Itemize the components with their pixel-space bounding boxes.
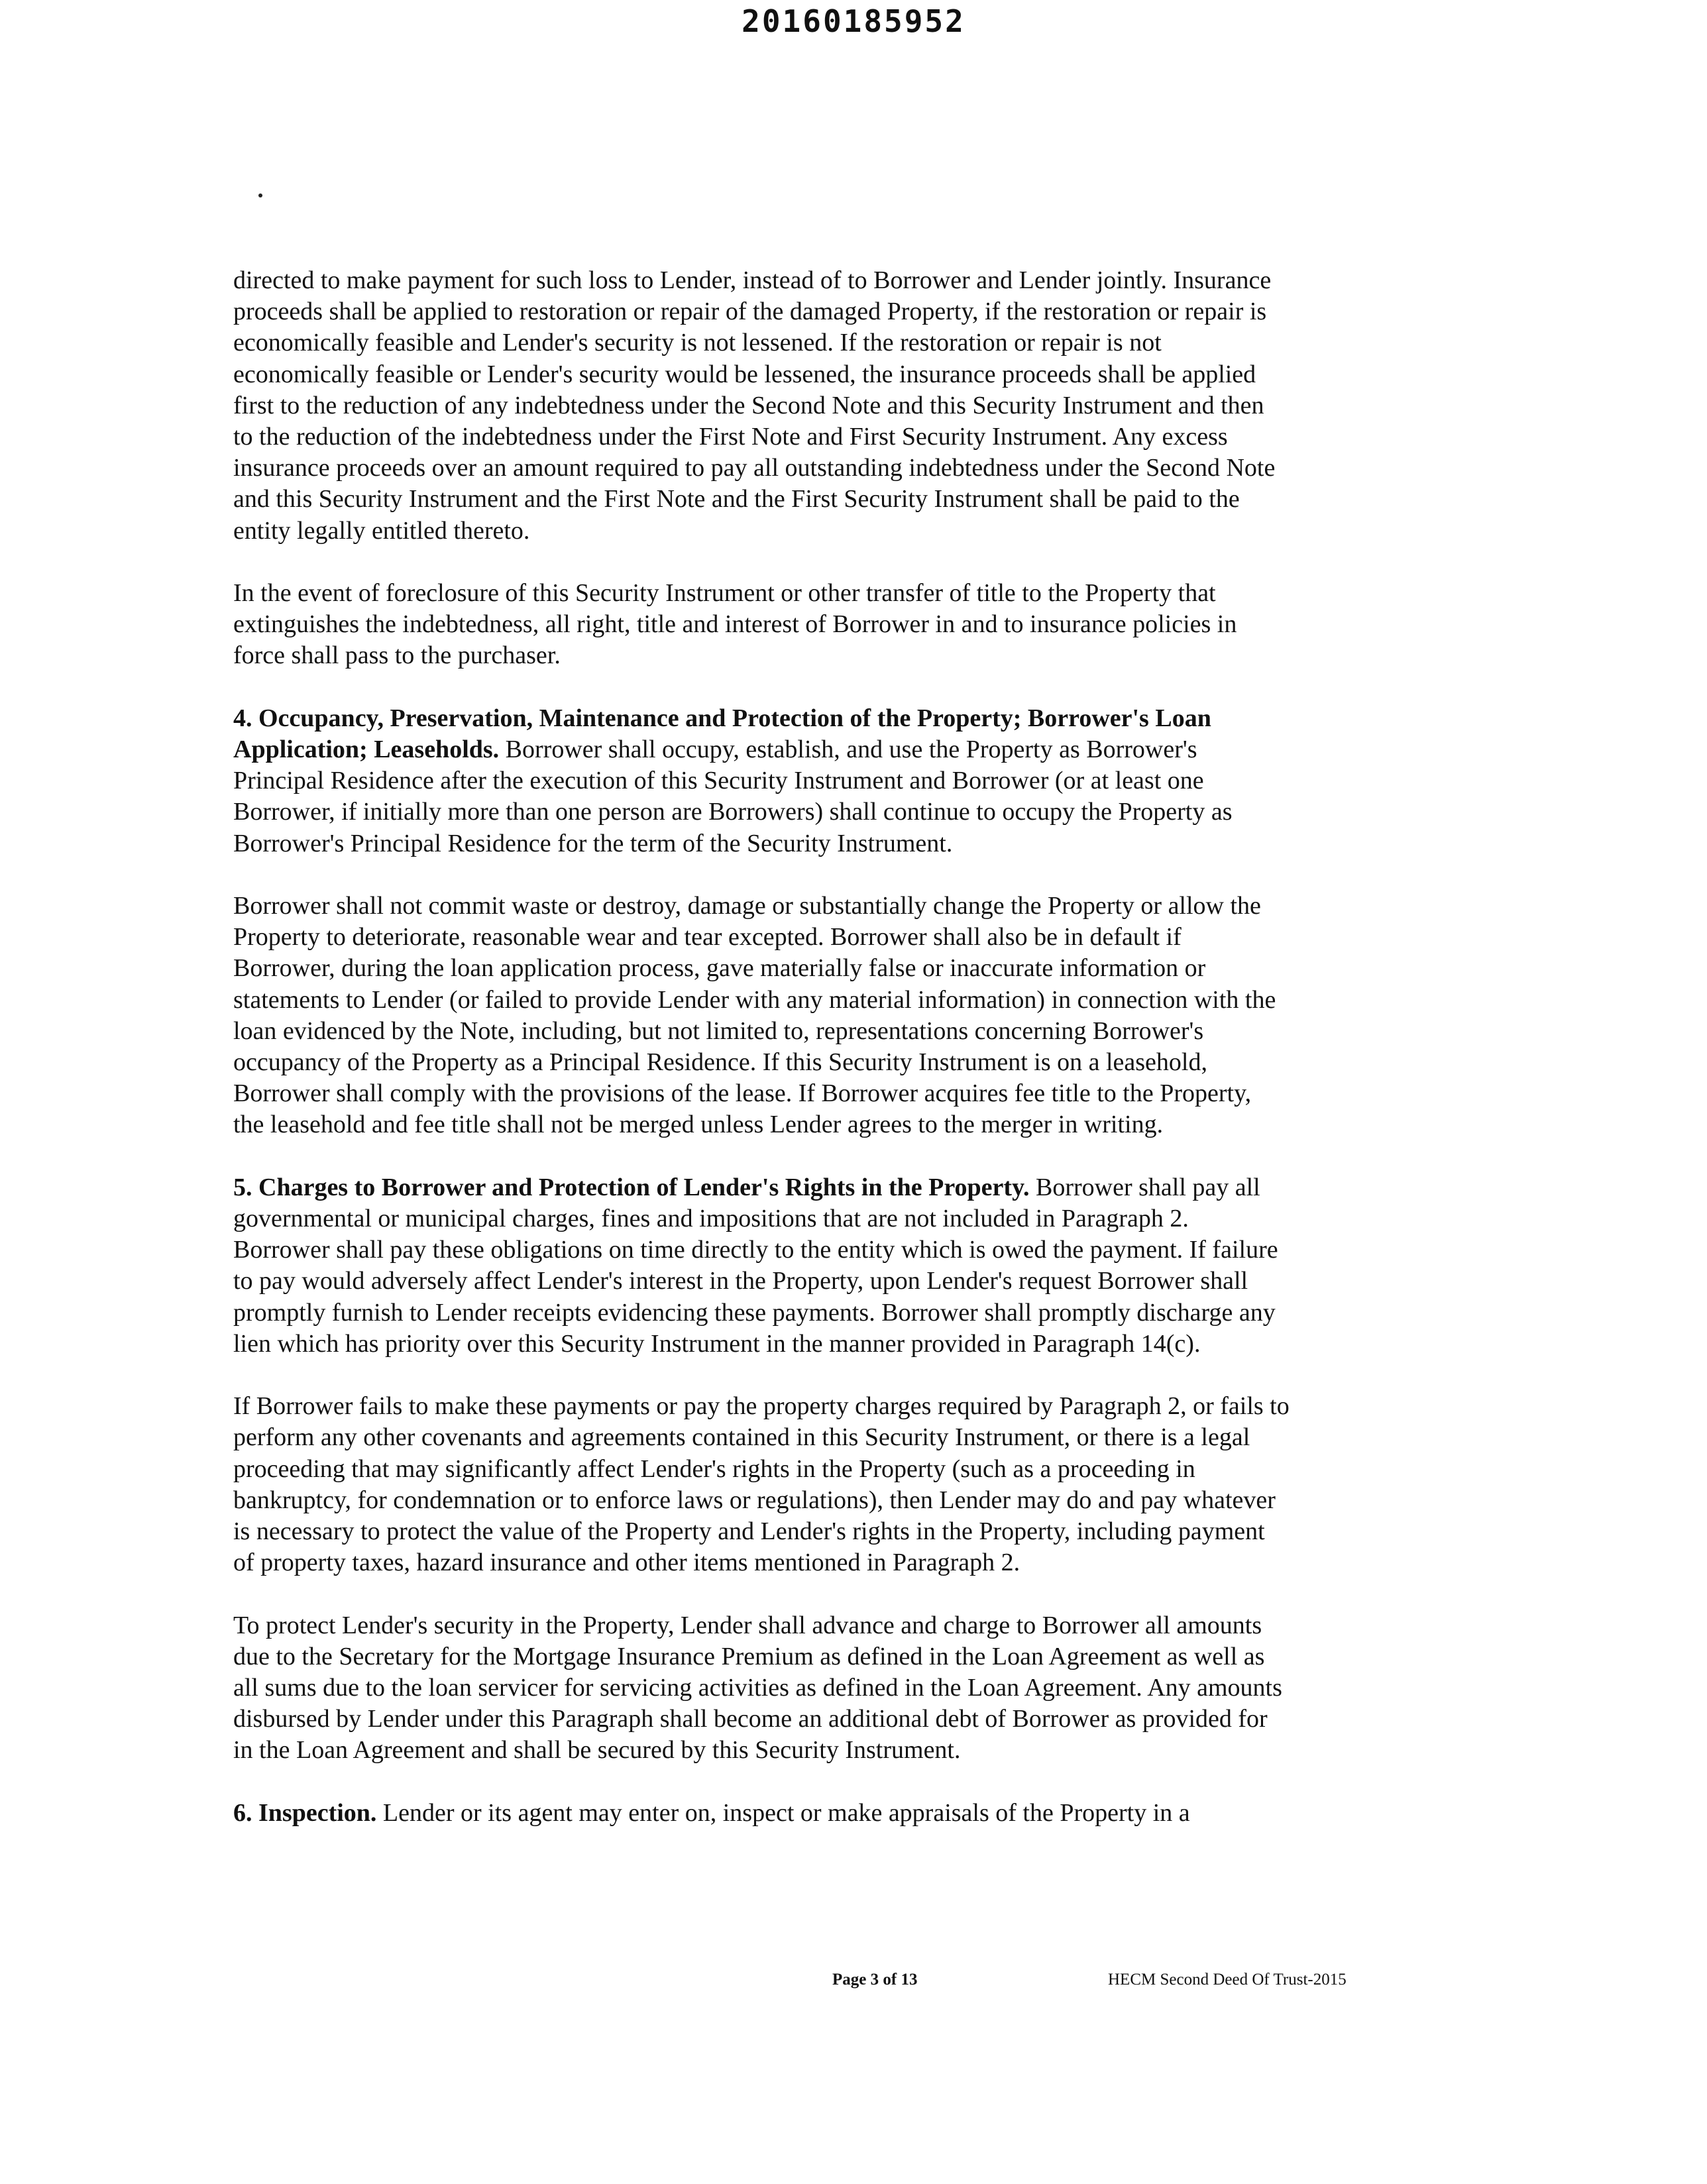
text-line: Borrower shall not commit waste or destroy, damage or substantially change the Property or allow the: [233, 892, 1261, 920]
text-line: to pay would adversely affect Lender's interest in the Property, upon Lender's request Borrower shall: [233, 1267, 1248, 1295]
document-title: HECM Second Deed Of Trust-2015: [1108, 1971, 1347, 1989]
text-line: all sums due to the loan servicer for servicing activities as defined in the Loan Agreement. Any amounts: [233, 1674, 1282, 1702]
text-line: Borrower shall pay these obligations on time directly to the entity which is owed the payment. If failure: [233, 1236, 1278, 1264]
insurance-proceeds-paragraph: [233, 265, 1413, 547]
section-5-charges: [233, 1172, 1413, 1360]
scan-mark: [258, 193, 262, 197]
text-line: force shall pass to the purchaser.: [233, 641, 561, 670]
text-line: disbursed by Lender under this Paragraph shall become an additional debt of Borrower as provided for: [233, 1705, 1268, 1733]
text-line: proceeding that may significantly affect Lender's rights in the Property (such as a proceeding in: [233, 1454, 1195, 1483]
text-line: promptly furnish to Lender receipts evidencing these payments. Borrower shall promptly discharge any: [233, 1298, 1276, 1327]
waste-paragraph: [233, 891, 1413, 1141]
text-line: directed to make payment for such loss to Lender, instead of to Borrower and Lender jointly. Insurance: [233, 266, 1272, 294]
text-line: extinguishes the indebtedness, all right, title and interest of Borrower in and to insurance policies in: [233, 610, 1237, 639]
text-line: To protect Lender's security in the Property, Lender shall advance and charge to Borrower all amounts: [233, 1611, 1262, 1639]
section-6-inspection: [233, 1798, 1413, 1829]
text-line: entity legally entitled thereto.: [233, 516, 530, 545]
text-line: occupancy of the Property as a Principal Residence. If this Security Instrument is on a leasehold,: [233, 1048, 1207, 1077]
text-line: is necessary to protect the value of the Property and Lender's rights in the Property, including payment: [233, 1517, 1265, 1546]
text-line: economically feasible or Lender's security would be lessened, the insurance proceeds shall be applied: [233, 360, 1256, 388]
section-text: Borrower shall pay all: [1029, 1173, 1260, 1201]
page-footer: [0, 1967, 1707, 1993]
text-line: [233, 1172, 1413, 1203]
text-line: statements to Lender (or failed to provide Lender with any material information) in connection with the: [233, 985, 1276, 1014]
section-heading: 5. Charges to Borrower and Protection of Lender's Rights in the Property.: [233, 1173, 1030, 1201]
text-line: insurance proceeds over an amount required to pay all outstanding indebtedness under the Second Note: [233, 454, 1276, 482]
page-number: Page 3 of 13: [832, 1971, 918, 1989]
text-line: [233, 1798, 1413, 1829]
text-line: and this Security Instrument and the First Note and the First Security Instrument shall be paid to the: [233, 485, 1240, 514]
text-line: In the event of foreclosure of this Security Instrument or other transfer of title to the Property that: [233, 579, 1216, 608]
text-line: economically feasible and Lender's security is not lessened. If the restoration or repair is not: [233, 329, 1162, 357]
section-text: Lender or its agent may enter on, inspect or make appraisals of the Property in a: [376, 1798, 1190, 1827]
text-line: Borrower's Principal Residence for the term of the Security Instrument.: [233, 829, 953, 857]
foreclosure-paragraph: [233, 578, 1413, 672]
text-line: Borrower shall comply with the provisions of the lease. If Borrower acquires fee title to the Property,: [233, 1079, 1252, 1108]
section-heading: 4. Occupancy, Preservation, Maintenance and Protection of the Property; Borrower's Loan: [233, 704, 1211, 732]
text-line: governmental or municipal charges, fines and impositions that are not included in Paragraph 2.: [233, 1205, 1189, 1233]
text-line: Borrower, during the loan application process, gave materially false or inaccurate information or: [233, 954, 1206, 983]
text-line: Borrower, if initially more than one person are Borrowers) shall continue to occupy the Property as: [233, 798, 1233, 826]
text-line: bankruptcy, for condemnation or to enforce laws or regulations), then Lender may do and pay whatever: [233, 1486, 1276, 1514]
text-line: in the Loan Agreement and shall be secured by this Security Instrument.: [233, 1736, 961, 1765]
recording-number: 20160185952: [742, 3, 965, 39]
text-line: loan evidenced by the Note, including, but not limited to, representations concerning Borrower's: [233, 1016, 1204, 1045]
failure-to-pay-paragraph: [233, 1391, 1413, 1578]
section-heading: Application; Leaseholds.: [233, 736, 500, 764]
section-heading: 6. Inspection.: [233, 1798, 377, 1827]
text-line: proceeds shall be applied to restoration or repair of the damaged Property, if the restoration or repair is: [233, 298, 1267, 326]
text-line: perform any other covenants and agreements contained in this Security Instrument, or there is a legal: [233, 1423, 1250, 1452]
section-4-occupancy: [233, 703, 1413, 859]
text-line: Property to deteriorate, reasonable wear and tear excepted. Borrower shall also be in default if: [233, 923, 1182, 952]
text-line: [233, 703, 1413, 734]
lender-security-paragraph: [233, 1610, 1413, 1767]
text-line: due to the Secretary for the Mortgage Insurance Premium as defined in the Loan Agreement as well as: [233, 1642, 1265, 1670]
text-line: of property taxes, hazard insurance and other items mentioned in Paragraph 2.: [233, 1549, 1020, 1577]
document-body: [233, 265, 1413, 1860]
text-line: to the reduction of the indebtedness under the First Note and First Security Instrument. Any excess: [233, 423, 1228, 451]
text-line: If Borrower fails to make these payments or pay the property charges required by Paragraph 2, or fails to: [233, 1392, 1290, 1421]
text-line: [233, 734, 1413, 765]
text-line: first to the reduction of any indebtedness under the Second Note and this Security Instrument and then: [233, 391, 1264, 419]
text-line: Principal Residence after the execution of this Security Instrument and Borrower (or at least one: [233, 767, 1204, 795]
text-line: the leasehold and fee title shall not be merged unless Lender agrees to the merger in writing.: [233, 1111, 1164, 1139]
section-text: Borrower shall occupy, establish, and use the Property as Borrower's: [499, 736, 1197, 764]
text-line: lien which has priority over this Security Instrument in the manner provided in Paragraph 14(c).: [233, 1329, 1201, 1358]
